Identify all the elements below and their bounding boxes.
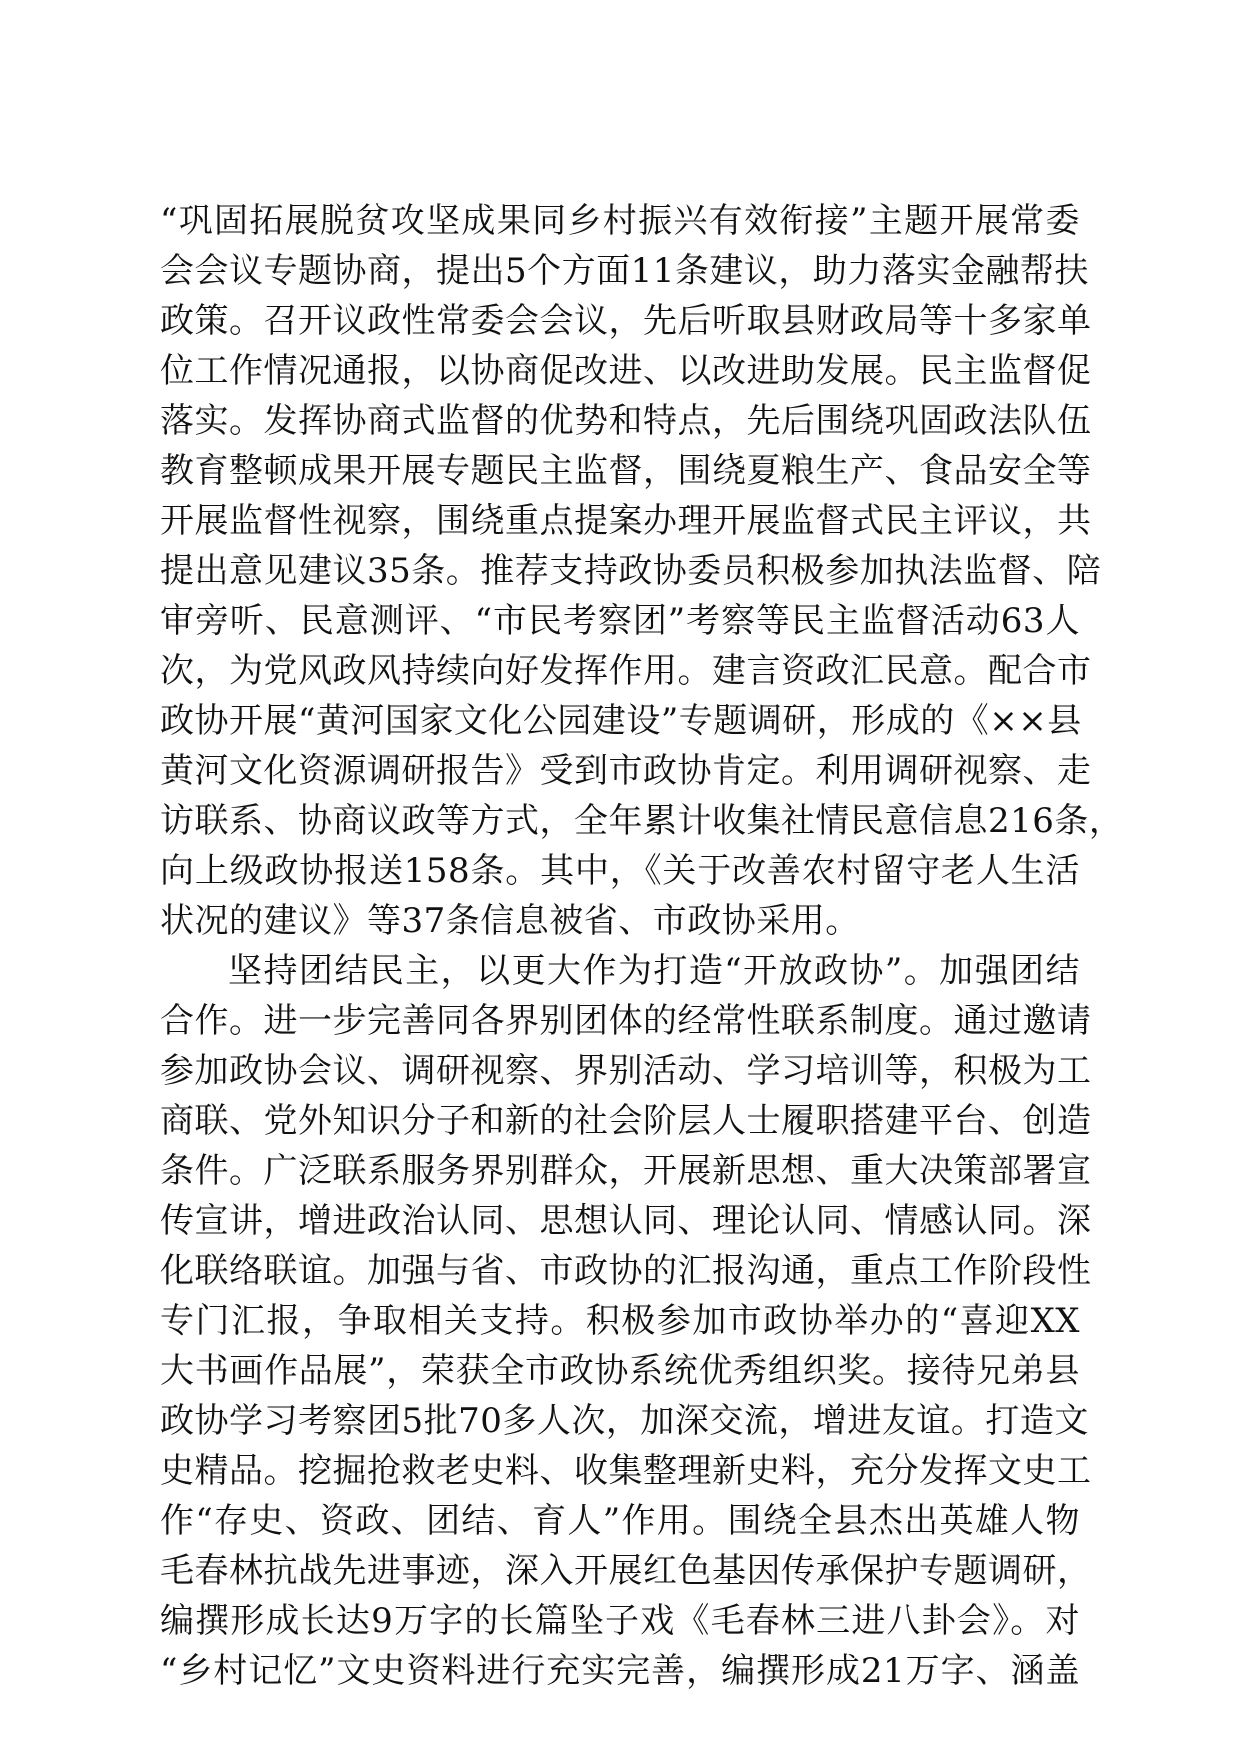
text-line: 政协学习考察团5批70多人次，加深交流，增进友谊。打造文 — [160, 1401, 1089, 1441]
text-line: 政策。召开议政性常委会会议，先后听取县财政局等十多家单 — [160, 301, 1092, 341]
body-text — [160, 196, 1124, 1696]
text-line: 传宣讲，增进政治认同、思想认同、理论认同、情感认同。深 — [160, 1201, 1092, 1241]
text-line: 化联络联谊。加强与省、市政协的汇报沟通，重点工作阶段性 — [160, 1251, 1092, 1291]
paragraph-1 — [160, 196, 1124, 946]
text-line: 次，为党风政风持续向好发挥作用。建言资政汇民意。配合市 — [160, 651, 1092, 691]
text-line: 坚持团结民主，以更大作为打造“开放政协”。加强团结 — [228, 951, 1080, 991]
text-line: 位工作情况通报，以协商促改进、以改进助发展。民主监督促 — [160, 351, 1092, 391]
text-line: 条件。广泛联系服务界别群众，开展新思想、重大决策部署宣 — [160, 1151, 1092, 1191]
text-line: 史精品。挖掘抢救老史料、收集整理新史料，充分发挥文史工 — [160, 1451, 1092, 1491]
text-line: “乡村记忆”文史资料进行充实完善，编撰形成21万字、涵盖 — [160, 1651, 1080, 1691]
text-line: “巩固拓展脱贫攻坚成果同乡村振兴有效衔接”主题开展常委 — [160, 201, 1080, 241]
text-line: 状况的建议》等37条信息被省、市政协采用。 — [160, 901, 860, 941]
paragraph-2 — [160, 946, 1092, 1696]
text-line: 提出意见建议35条。推荐支持政协委员积极参加执法监督、陪 — [160, 551, 1102, 591]
text-line: 合作。进一步完善同各界别团体的经常性联系制度。通过邀请 — [160, 1001, 1092, 1041]
text-line: 大书画作品展”，荣获全市政协系统优秀组织奖。接待兄弟县 — [160, 1351, 1080, 1391]
text-line: 教育整顿成果开展专题民主监督，围绕夏粮生产、食品安全等 — [160, 451, 1092, 491]
text-line: 政协开展“黄河国家文化公园建设”专题调研，形成的《××县 — [160, 701, 1082, 741]
text-line: 作“存史、资政、团结、育人”作用。围绕全县杰出英雄人物 — [160, 1501, 1080, 1541]
text-line: 商联、党外知识分子和新的社会阶层人士履职搭建平台、创造 — [160, 1101, 1092, 1141]
text-line: 开展监督性视察，围绕重点提案办理开展监督式民主评议，共 — [160, 501, 1092, 541]
text-line: 向上级政协报送158条。其中，《关于改善农村留守老人生活 — [160, 851, 1080, 891]
text-line: 编撰形成长达9万字的长篇坠子戏《毛春林三进八卦会》。对 — [160, 1601, 1080, 1641]
text-line: 黄河文化资源调研报告》受到市政协肯定。利用调研视察、走 — [160, 751, 1092, 791]
text-line: 毛春林抗战先进事迹，深入开展红色基因传承保护专题调研， — [160, 1551, 1092, 1591]
text-line: 专门汇报，争取相关支持。积极参加市政协举办的“喜迎XX — [160, 1301, 1080, 1341]
text-line: 访联系、协商议政等方式，全年累计收集社情民意信息216条， — [160, 801, 1124, 841]
text-line: 参加政协会议、调研视察、界别活动、学习培训等，积极为工 — [160, 1051, 1092, 1091]
text-line: 会会议专题协商，提出5个方面11条建议，助力落实金融帮扶 — [160, 251, 1089, 291]
text-line: 审旁听、民意测评、“市民考察团”考察等民主监督活动63人 — [160, 601, 1080, 641]
text-line: 落实。发挥协商式监督的优势和特点，先后围绕巩固政法队伍 — [160, 401, 1092, 441]
